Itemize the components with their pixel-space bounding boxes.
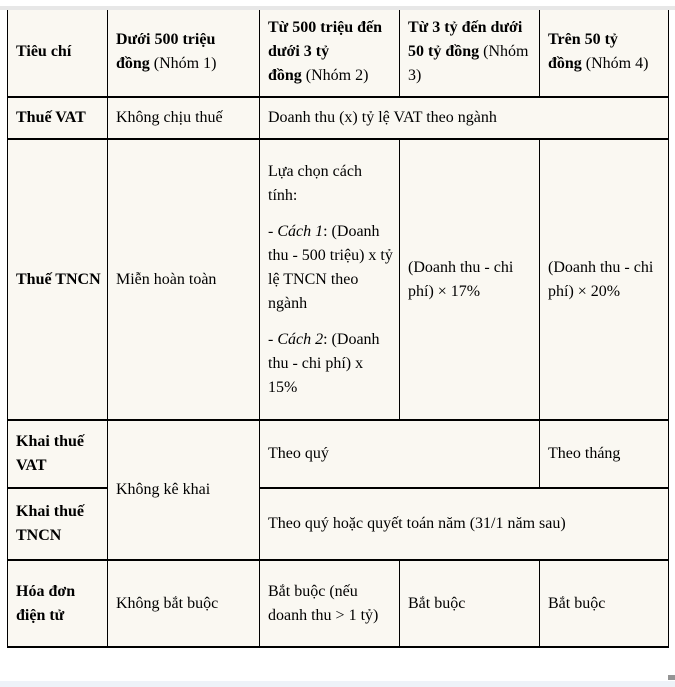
cell-tncn-group3: (Doanh thu - chi phí) × 17% (400, 139, 540, 420)
row-label-khai-thue-tncn: Khai thuế TNCN (8, 488, 108, 560)
cell-invoice-group3: Bắt buộc (400, 560, 540, 647)
row-label-khai-thue-vat: Khai thuế VAT (8, 420, 108, 488)
header-group-1-normal: (Nhóm 1) (149, 55, 217, 72)
row-label-hoa-don: Hóa đơn điện tử (8, 560, 108, 647)
header-group-4-normal: (Nhóm 4) (581, 55, 649, 72)
header-tieu-chi-label: Tiêu chí (16, 43, 72, 60)
row-label-thue-tncn: Thuế TNCN (8, 139, 108, 420)
tncn-method-intro: Lựa chọn cách tính: (268, 162, 362, 204)
tncn-method-1-dash: - (268, 222, 278, 240)
cell-tncn-group2 (260, 139, 400, 420)
header-group-2 (260, 7, 400, 97)
row-khai-thue-vat (8, 420, 669, 488)
tncn-method-1-formula: : (Doanh thu - 500 triệu) x tỷ lệ TNCN theo ngành (268, 222, 393, 312)
cell-khai-tncn-groups234: Theo quý hoặc quyết toán năm (31/1 năm sau) (260, 488, 669, 560)
row-khai-thue-tncn (8, 488, 669, 560)
header-group-3-bold: Từ 3 tỷ đến dưới 50 tỷ đồng (408, 19, 523, 60)
header-group-3 (400, 7, 540, 97)
cell-invoice-group2: Bắt buộc (nếu doanh thu > 1 tỷ) (260, 560, 400, 647)
tncn-method-1-name: Cách 1 (277, 222, 324, 240)
tax-comparison-table (7, 6, 669, 648)
header-tieu-chi (8, 7, 108, 97)
tncn-method-1 (268, 220, 393, 316)
cell-khai-vat-group4: Theo tháng (540, 420, 669, 488)
cell-vat-groups234: Doanh thu (x) tỷ lệ VAT theo ngành (260, 97, 669, 139)
cell-tncn-group4: (Doanh thu - chi phí) × 20% (540, 139, 669, 420)
row-label-thue-vat: Thuế VAT (8, 97, 108, 139)
scrollbar-thumb[interactable] (668, 675, 675, 680)
header-group-1-bold: Dưới 500 triệu đồng (116, 31, 216, 72)
tncn-method-2-dash: - (268, 330, 278, 348)
cell-vat-group1: Không chịu thuế (108, 97, 260, 139)
header-row (8, 7, 669, 97)
header-group-2-normal: (Nhóm 2) (301, 67, 369, 84)
tncn-method-2-name: Cách 2 (277, 330, 324, 348)
header-group-4 (540, 7, 669, 97)
cell-khai-group1: Không kê khai (108, 420, 260, 560)
cell-tncn-group1: Miễn hoàn toàn (108, 139, 260, 420)
cell-invoice-group1: Không bắt buộc (108, 560, 260, 647)
cell-khai-vat-groups23: Theo quý (260, 420, 540, 488)
tncn-method-2-formula: : (Doanh thu - chi phí) x 15% (268, 330, 380, 396)
page-top-edge (0, 6, 675, 10)
tncn-method-2 (268, 328, 393, 400)
header-group-1 (108, 7, 260, 97)
header-group-3-normal: (Nhóm 3) (408, 43, 529, 84)
row-hoa-don-dien-tu (8, 560, 669, 647)
cell-invoice-group4: Bắt buộc (540, 560, 669, 647)
header-group-4-bold: Trên 50 tỷ đồng (548, 31, 618, 72)
horizontal-scrollbar-track[interactable] (0, 680, 675, 687)
header-group-2-bold: Từ 500 triệu đến dưới 3 tỷ đồng (268, 19, 383, 84)
row-thue-vat (8, 97, 669, 139)
row-thue-tncn (8, 139, 669, 420)
